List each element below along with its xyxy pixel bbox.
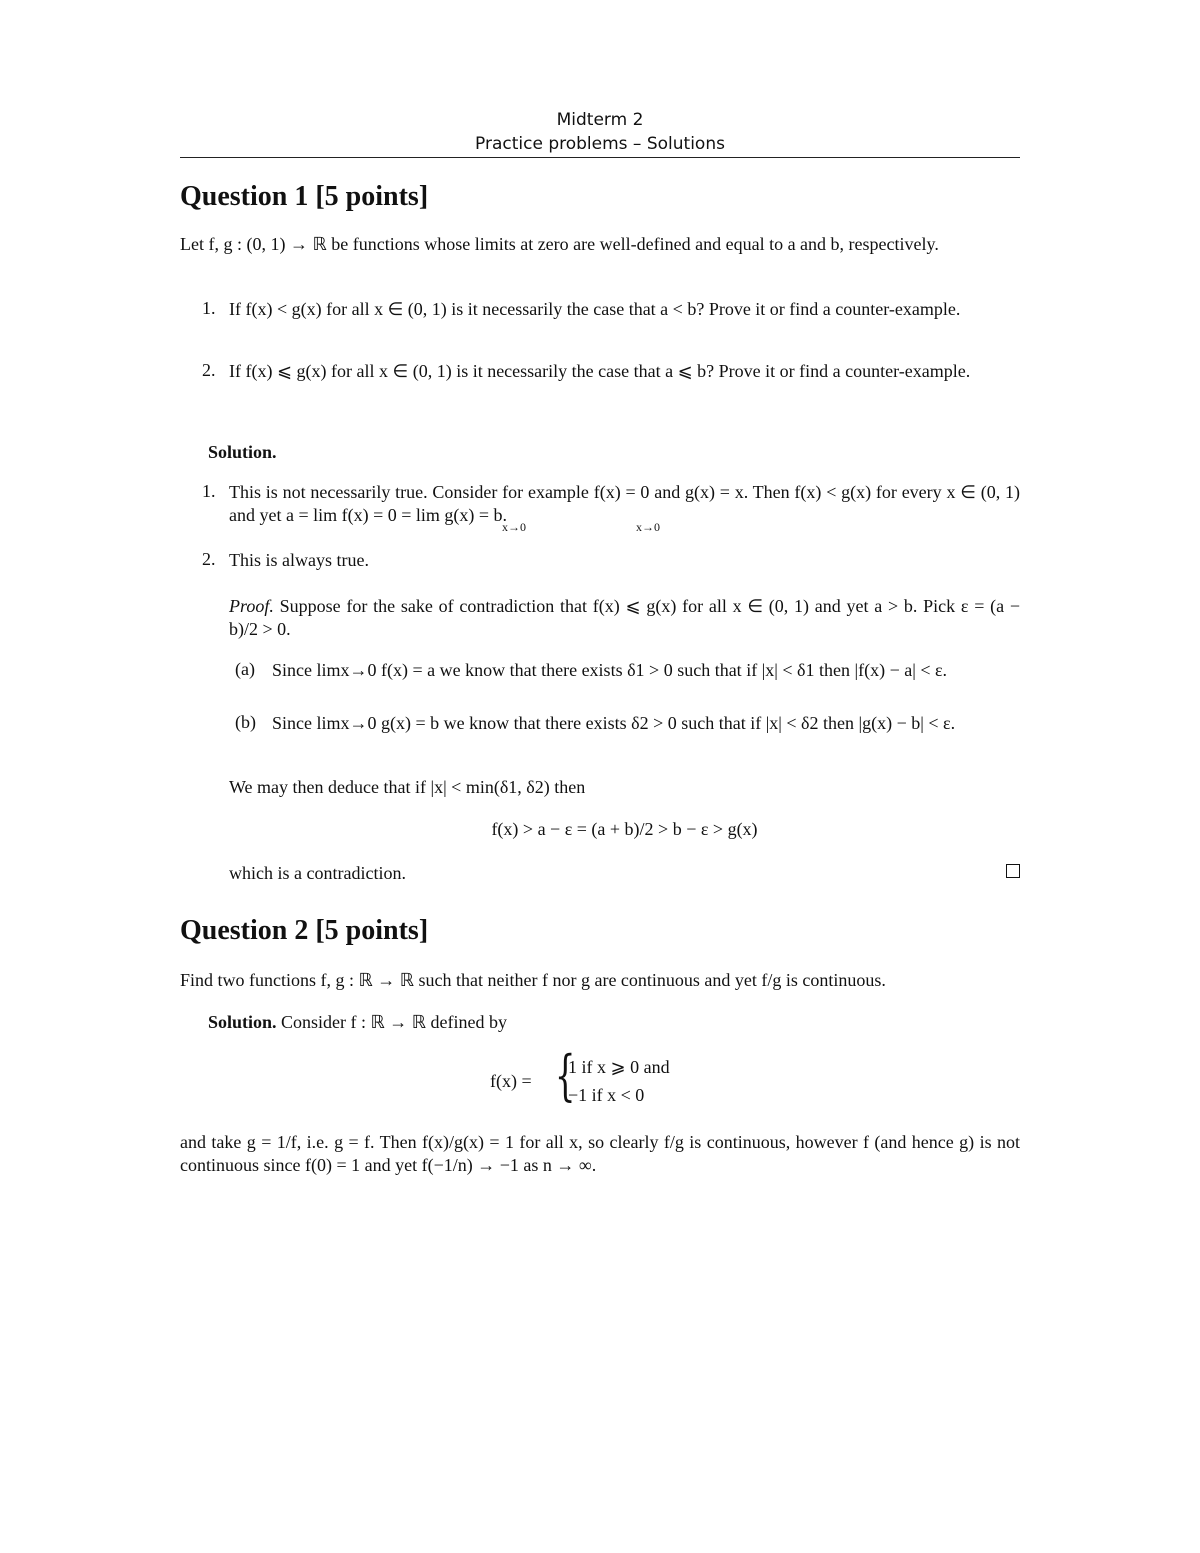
question-2-heading: Question 2 [5 points] <box>180 915 429 946</box>
solution-number-1: 1. <box>202 481 216 501</box>
solution-2-text: This is always true. <box>229 550 369 570</box>
question-2-solution-label: Solution. <box>208 1012 277 1032</box>
display-inequality: f(x) > a − ε = (a + b)/2 > b − ε > g(x) <box>491 819 758 839</box>
proof-label: Proof. <box>229 596 274 616</box>
item-number-2: 2. <box>202 360 216 380</box>
piecewise-lhs: f(x) = <box>490 1071 532 1091</box>
piecewise-case-1: 1 if x ⩾ 0 and <box>568 1057 670 1077</box>
question-2-intro: Find two functions f, g : ℝ → ℝ such that neither f nor g are continuous and yet f/g is continuous. <box>180 970 886 990</box>
lim-subscript-1: x→0 <box>502 520 526 534</box>
proof-text: Suppose for the sake of contradiction that f(x) ⩽ g(x) for all x ∈ (0, 1) and yet a > b. Pick ε = (a − b)/2 > 0. <box>229 596 1021 639</box>
question-2-solution <box>208 1011 1020 1034</box>
question-1-item-2: If f(x) ⩽ g(x) for all x ∈ (0, 1) is it necessarily the case that a ⩽ b? Prove it or find a counter-example. <box>229 361 971 381</box>
left-brace-icon: { <box>554 1044 576 1107</box>
piecewise-case-2: −1 if x < 0 <box>568 1085 645 1105</box>
solution-1-text: This is not necessarily true. Consider for example f(x) = 0 and g(x) = x. Then f(x) < g(x) for every x ∈ (0, 1) and yet a = lim f(x) = 0 = lim g(x) = b. <box>229 482 1020 525</box>
question-2-closing: and take g = 1/f, i.e. g = f. Then f(x)/g(x) = 1 for all x, so clearly f/g is continuous, however f (and hence g) is not continuous since f(0) = 1 and yet f(−1/n) → −1 as n → ∞. <box>180 1132 1020 1175</box>
document-title: Midterm 2 <box>556 110 644 130</box>
solution-number-2: 2. <box>202 549 216 569</box>
proof-paragraph <box>229 595 1020 641</box>
question-1-solution-label: Solution. <box>208 442 277 462</box>
lim-subscript-2: x→0 <box>636 520 660 534</box>
qed-square-icon <box>1006 864 1020 878</box>
sub-item-b-label: (b) <box>235 712 256 732</box>
document-subtitle: Practice problems – Solutions <box>475 134 725 154</box>
proof-step-b: Since limx→0 g(x) = b we know that there exists δ2 > 0 such that if |x| < δ2 then |g(x) − b| < ε. <box>272 713 956 733</box>
proof-step-a: Since limx→0 f(x) = a we know that there exists δ1 > 0 such that if |x| < δ1 then |f(x) − a| < ε. <box>272 660 948 680</box>
document-header <box>180 108 1020 156</box>
item-number-1: 1. <box>202 298 216 318</box>
header-rule <box>180 157 1020 158</box>
deduce-line: We may then deduce that if |x| < min(δ1, δ2) then <box>229 777 586 797</box>
question-1-heading: Question 1 [5 points] <box>180 181 429 212</box>
contradiction-line: which is a contradiction. <box>229 863 406 883</box>
question-1-intro: Let f, g : (0, 1) → ℝ be functions whose limits at zero are well-defined and equal to a and b, respectively. <box>180 234 939 254</box>
sub-item-a-label: (a) <box>235 659 255 679</box>
question-1-item-1: If f(x) < g(x) for all x ∈ (0, 1) is it necessarily the case that a < b? Prove it or find a counter-example. <box>229 299 961 319</box>
question-2-solution-text: Consider f : ℝ → ℝ defined by <box>281 1012 508 1032</box>
